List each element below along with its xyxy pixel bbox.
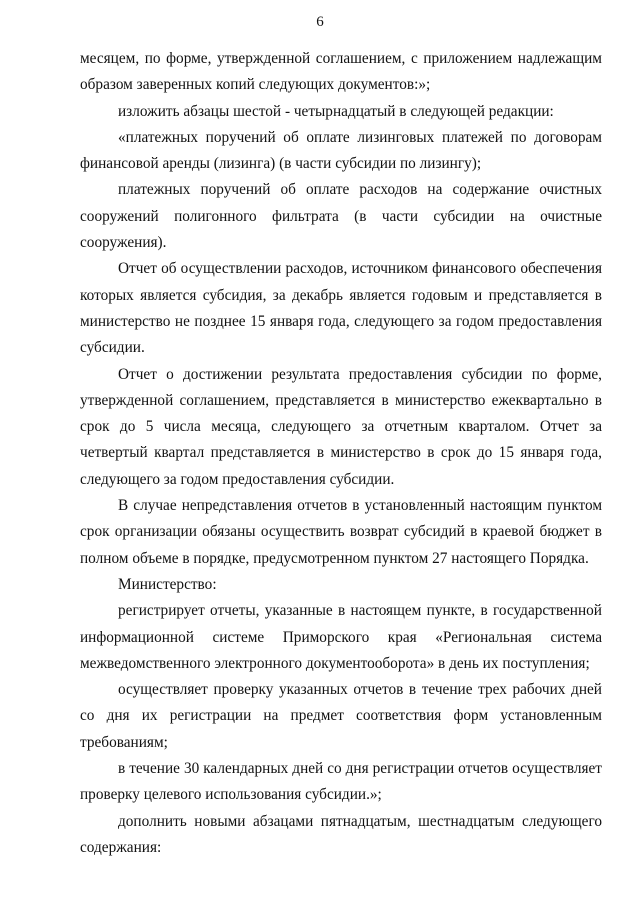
paragraph: Министерство: — [118, 575, 217, 593]
paragraph: месяцем, по форме, утвержденной соглашением, с приложением надлежащим образом заверенных копий следующих документов:»; — [80, 50, 602, 94]
paragraph: Отчет об осуществлении расходов, источником финансового обеспечения которых является субсидия, за декабрь является годовым и представляется в министерство не позднее 15 января года, следующего за годом предоставления субсидии. — [80, 260, 602, 357]
page-number: 6 — [316, 14, 324, 30]
paragraph: «платежных поручений об оплате лизинговых платежей по договорам финансовой аренды (лизинга) (в части субсидии по лизингу); — [80, 128, 602, 173]
paragraph: платежных поручений об оплате расходов на содержание очистных сооружений полигонного фильтрата (в части субсидии на очистные сооружения). — [80, 181, 602, 252]
paragraph: в течение 30 календарных дней со дня регистрации отчетов осуществляет проверку целевого использования субсидии.»; — [80, 760, 602, 804]
paragraph: изложить абзацы шестой - четырнадцатый в следующей редакции: — [118, 102, 554, 120]
document-body — [80, 46, 602, 861]
paragraph: Отчет о достижении результата предоставления субсидии по форме, утвержденной соглашением, представляется в министерство ежеквартально в срок до 5 числа месяца, следующего за отчетным кварталом. Отчет за четвертый квартал представляется в министерство в срок до 15 января года, следующего за годом предоставления субсидии. — [80, 365, 602, 488]
paragraph: В случае непредставления отчетов в установленный настоящим пунктом срок организации обязаны осуществить возврат субсидий в краевой бюджет в полном объеме в порядке, предусмотренном пунктом 27 настоящего Порядка. — [80, 497, 602, 567]
paragraph: осуществляет проверку указанных отчетов в течение трех рабочих дней со дня их регистрации на предмет соответствия форм установленным требованиям; — [80, 681, 602, 751]
paragraph: дополнить новыми абзацами пятнадцатым, шестнадцатым следующего содержания: — [80, 812, 602, 856]
paragraph: регистрирует отчеты, указанные в настоящем пункте, в государственной информационной системе Приморского края «Региональная система межведомственного электронного документооборота» в день их поступления; — [80, 602, 602, 672]
